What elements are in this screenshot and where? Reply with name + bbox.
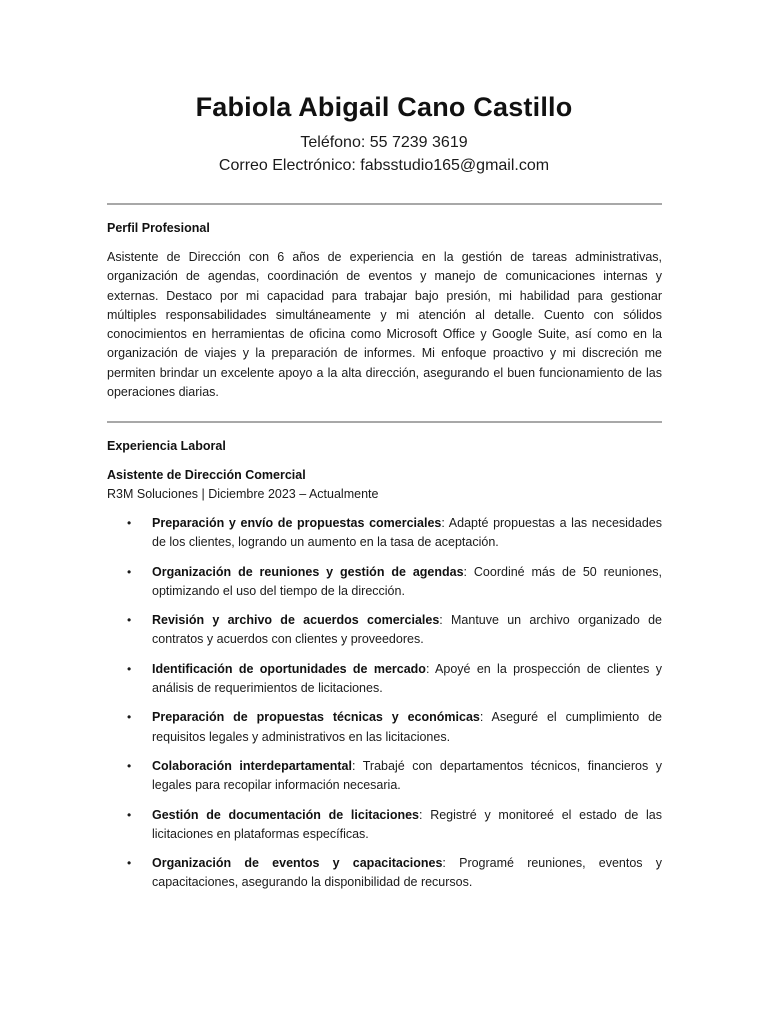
duty-text: : Programé reuniones, eventos y capacitaciones, asegurando la disponibilidad de recursos. (152, 856, 663, 890)
phone-line: Teléfono: 55 7239 3619 (300, 134, 468, 151)
profile-heading: Perfil Profesional (107, 221, 210, 235)
duty-item (107, 563, 662, 601)
bullet-icon: • (127, 856, 132, 871)
duty-item (107, 660, 662, 698)
duty-item (107, 806, 662, 844)
duty-heading: Colaboración interdepartamental (152, 758, 352, 773)
bullet-icon: • (127, 564, 132, 579)
duty-heading: Preparación y envío de propuestas comerciales (152, 516, 442, 530)
job-title: Asistente de Dirección Comercial (107, 468, 306, 482)
duty-heading: Organización de eventos y capacitaciones (152, 856, 443, 871)
duty-text: : Registré y monitoreé el estado de las licitaciones en plataformas específicas. (152, 807, 662, 841)
bullet-icon: • (127, 516, 132, 530)
bullet-icon: • (127, 613, 132, 628)
duty-item (107, 611, 662, 649)
section-divider (107, 203, 662, 205)
duty-item (107, 757, 662, 795)
bullet-icon: • (127, 661, 132, 676)
duty-heading: Preparación de propuestas técnicas y económicas (152, 710, 480, 725)
experience-heading: Experiencia Laboral (107, 439, 226, 453)
job-company-dates: R3M Soluciones | Diciembre 2023 – Actualmente (107, 487, 379, 501)
duty-item (107, 514, 662, 552)
duty-heading: Gestión de documentación de licitaciones (152, 807, 420, 822)
bullet-icon: • (127, 758, 132, 773)
profile-summary: Asistente de Dirección con 6 años de experiencia en la gestión de tareas administrativas, organización de agendas, coordinación de eventos y manejo de comunicaciones internas y externas. Destaco por mi capacidad para trabajar bajo presión, mi habilidad para gestionar múltiples responsabilidades simultáneamente y mi atención al detalle. Cuento con sólidos conocimientos en herramientas de oficina como Microsoft Office y Google Suite, así como en la organización de viajes y la preparación de informes. Mi enfoque proactivo y mi discreción me permiten brindar un excelente apoyo a la alta dirección, asegurando el buen funcionamiento de las operaciones diarias. (107, 250, 662, 400)
duty-heading: Revisión y archivo de acuerdos comerciales (152, 613, 440, 628)
duties-list (107, 514, 662, 903)
duty-text: : Mantuve un archivo organizado de contratos y acuerdos con clientes y proveedores. (152, 613, 662, 647)
duty-text: : Apoyé en la prospección de clientes y análisis de requerimientos de licitaciones. (152, 661, 663, 695)
duty-heading: Organización de reuniones y gestión de agendas (152, 564, 464, 579)
candidate-name: Fabiola Abigail Cano Castillo (195, 92, 573, 122)
duty-item (107, 854, 662, 892)
duty-text: : Coordiné más de 50 reuniones, optimizando el uso del tiempo de la dirección. (152, 564, 662, 598)
duty-text: : Adapté propuestas a las necesidades de los clientes, logrando un aumento en la tasa de aceptación. (152, 516, 662, 550)
bullet-icon: • (127, 710, 132, 725)
section-divider (107, 421, 662, 423)
duty-heading: Identificación de oportunidades de mercado (152, 661, 426, 676)
duty-item (107, 708, 662, 746)
duty-text: : Aseguré el cumplimiento de requisitos legales y administrativos en las licitaciones. (152, 710, 662, 744)
bullet-icon: • (127, 807, 132, 822)
email-line: Correo Electrónico: fabsstudio165@gmail.com (218, 157, 550, 174)
duty-text: : Trabajé con departamentos técnicos, financieros y legales para recopilar información necesaria. (152, 758, 662, 793)
